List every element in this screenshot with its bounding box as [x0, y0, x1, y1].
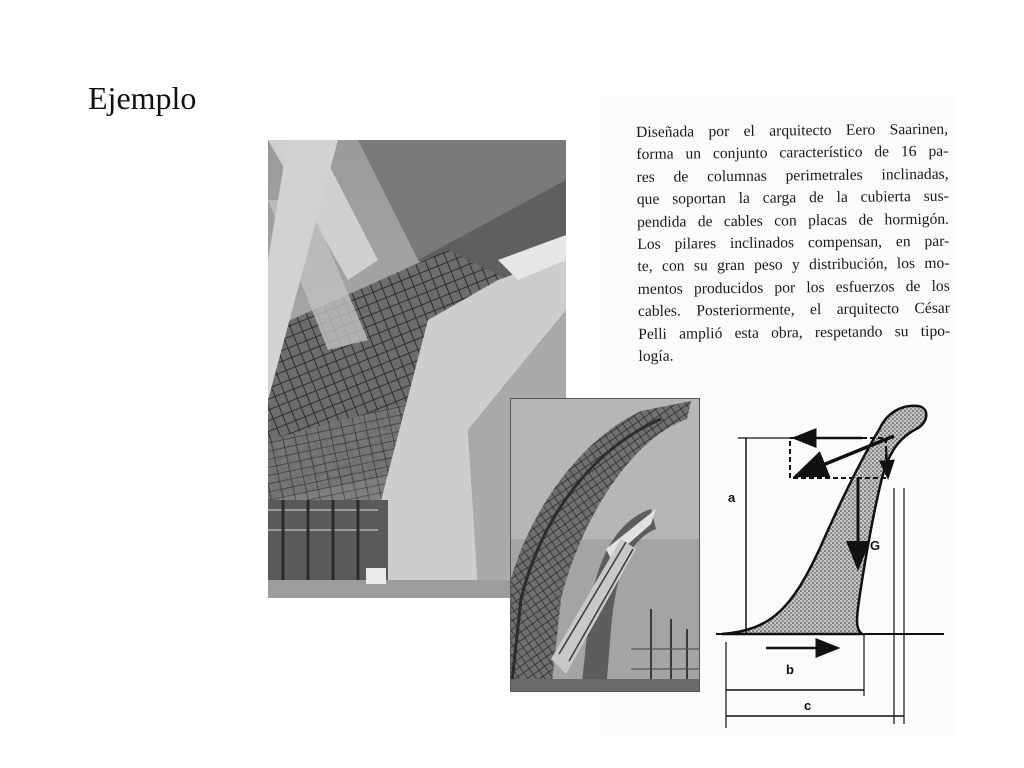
pier-section-shape [722, 406, 926, 634]
description-line: que soportan la carga de la cubierta sus- [636, 187, 949, 209]
description-line: te, con su gran peso y distribución, los mo- [637, 255, 950, 276]
description-line: res de columnas perimetrales inclinadas, [636, 165, 949, 186]
dimension-label-b: b [786, 662, 794, 677]
slide-title: Ejemplo [88, 80, 197, 116]
description-line: logía. [638, 347, 674, 366]
pier-force-diagram [712, 398, 958, 734]
description-line: Diseñada por el arquitecto Eero Saarinen, [636, 120, 949, 141]
dimension-label-c: c [804, 698, 812, 713]
description-line: Pelli amplió esta obra, respetando su tipo- [638, 322, 951, 343]
description-line: Los pilares inclinados compensan, en par- [637, 232, 950, 254]
pier-construction-photo [510, 398, 700, 692]
description-line: forma un conjunto característico de 16 pa- [636, 143, 949, 164]
dimension-label-a: a [728, 490, 736, 505]
weight-label-g: G [870, 538, 881, 553]
description-paragraph [636, 119, 951, 369]
description-line: cables. Posteriormente, el arquitecto César [637, 299, 951, 321]
description-line: pendida de cables con placas de hormigón. [636, 210, 950, 231]
description-line: mentos producidos por los esfuerzos de los [637, 277, 950, 298]
